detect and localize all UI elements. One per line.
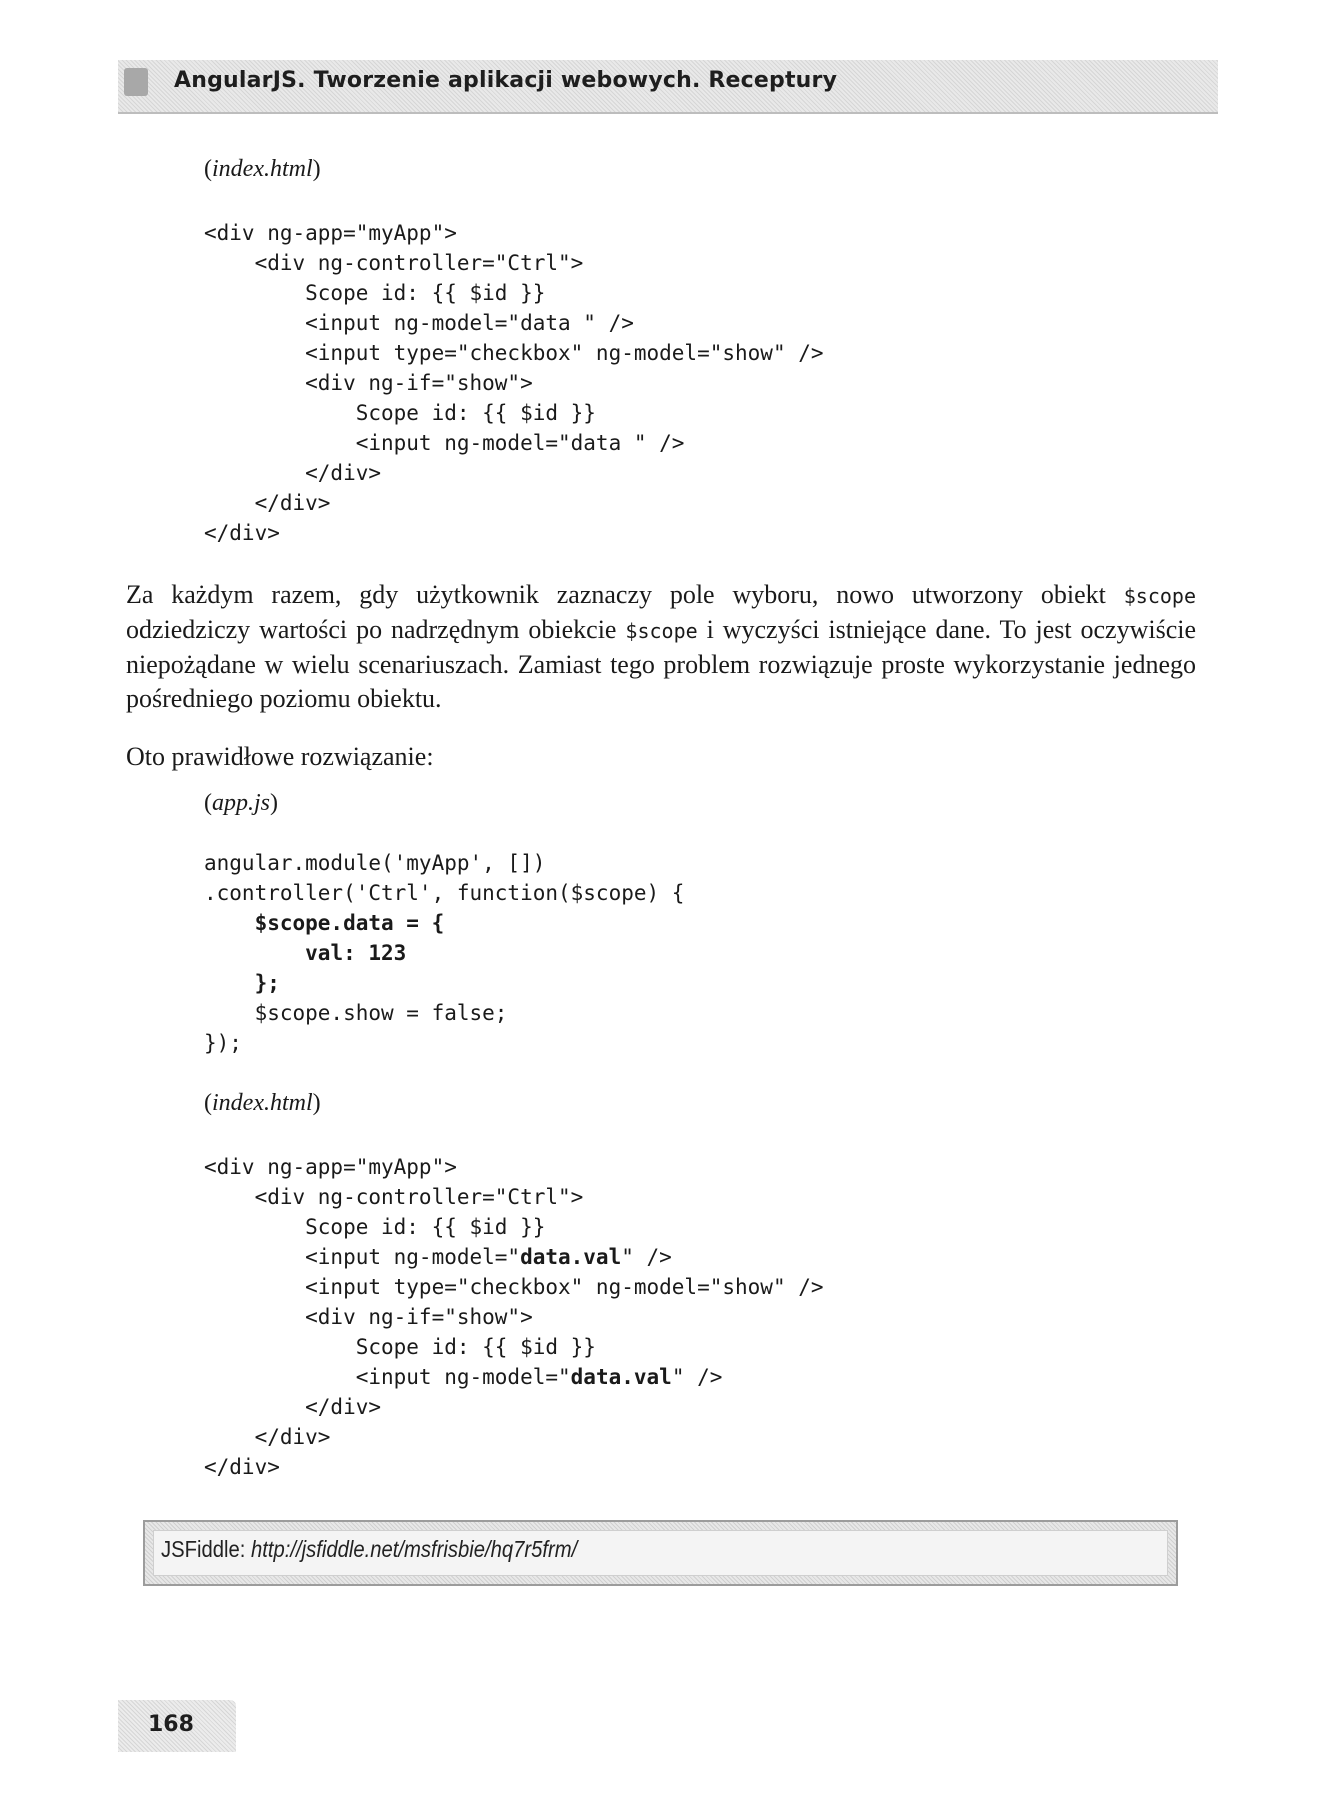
code-line: <div ng-if="show"> xyxy=(204,371,533,395)
header-marker-icon xyxy=(124,68,148,96)
code-line: <div ng-controller="Ctrl"> xyxy=(204,251,584,275)
code-line: }); xyxy=(204,1031,242,1055)
code-line: </div> xyxy=(204,1395,382,1419)
jsfiddle-box xyxy=(143,1520,1178,1586)
body-paragraph xyxy=(126,578,1196,716)
code-highlight: data.val xyxy=(570,1365,672,1389)
code-line: <input ng-model="data.val" /> xyxy=(204,1365,723,1389)
code-line: $scope.show = false; xyxy=(204,1001,508,1025)
jsfiddle-link[interactable]: http://jsfiddle.net/msfrisbie/hq7r5frm/ xyxy=(250,1536,578,1562)
code-line: <div ng-app="myApp"> xyxy=(204,221,457,245)
code-line: </div> xyxy=(204,1455,280,1479)
inline-code: $scope xyxy=(1123,584,1196,608)
code-line: <input ng-model="data.val" /> xyxy=(204,1245,672,1269)
code-highlight: }; xyxy=(254,971,280,995)
paragraph-text: i wyczyści istniejące dane. To jest oczywiście niepożądane w wielu scenariuszach. Zamiast tego problem rozwiązuje proste wykorzystanie jednego pośredniego poziomu obiektu. xyxy=(126,615,1197,713)
file-label-text: index.html xyxy=(212,1090,313,1116)
paragraph-text: Za każdym razem, gdy użytkownik zaznaczy pole wyboru, nowo utworzony obiekt xyxy=(126,580,1124,609)
code-line: <input type="checkbox" ng-model="show" /> xyxy=(204,1275,824,1299)
code-highlight: $scope.data = { xyxy=(254,911,445,935)
book-title: AngularJS. Tworzenie aplikacji webowych. Receptury xyxy=(174,68,838,93)
code-line: Scope id: {{ $id }} xyxy=(204,1335,596,1359)
code-line: </div> xyxy=(204,521,280,545)
code-line: <input type="checkbox" ng-model="show" /> xyxy=(204,341,824,365)
code-line: <input ng-model="data " /> xyxy=(204,311,634,335)
code-line: <div ng-app="myApp"> xyxy=(204,1155,457,1179)
file-label-index-html-2: (index.html) xyxy=(204,1090,321,1116)
paragraph-text: odziedziczy wartości po nadrzędnym obiekcie xyxy=(126,615,626,644)
code-line: </div> xyxy=(204,1425,331,1449)
solution-intro: Oto prawidłowe rozwiązanie: xyxy=(126,742,434,771)
page-number-box xyxy=(118,1700,236,1752)
jsfiddle-label: JSFiddle: xyxy=(161,1536,251,1562)
code-highlight: val: 123 xyxy=(305,941,407,965)
code-line xyxy=(204,968,684,998)
code-line: Scope id: {{ $id }} xyxy=(204,281,546,305)
code-highlight: data.val xyxy=(520,1245,622,1269)
code-block-index-html-2 xyxy=(204,1152,824,1482)
code-line: </div> xyxy=(204,491,331,515)
file-label-app-js: (app.js) xyxy=(204,790,279,816)
inline-code: $scope xyxy=(625,619,698,643)
code-block-app-js xyxy=(204,848,684,1058)
code-line: Scope id: {{ $id }} xyxy=(204,401,596,425)
file-label-text: index.html xyxy=(212,156,313,182)
code-line xyxy=(204,908,684,938)
jsfiddle-text xyxy=(161,1536,577,1563)
code-line: .controller('Ctrl', function($scope) { xyxy=(204,881,685,905)
code-line: <input ng-model="data " /> xyxy=(204,431,685,455)
page-number: 168 xyxy=(148,1712,194,1737)
code-line: Scope id: {{ $id }} xyxy=(204,1215,546,1239)
code-line: <div ng-if="show"> xyxy=(204,1305,533,1329)
code-line: <div ng-controller="Ctrl"> xyxy=(204,1185,584,1209)
code-line: angular.module('myApp', []) xyxy=(204,851,546,875)
code-block-index-html-1 xyxy=(204,218,824,548)
file-label-index-html-1: (index.html) xyxy=(204,156,321,182)
code-line: </div> xyxy=(204,461,382,485)
code-line xyxy=(204,938,684,968)
running-header xyxy=(118,60,1218,114)
file-label-text: app.js xyxy=(212,790,271,816)
